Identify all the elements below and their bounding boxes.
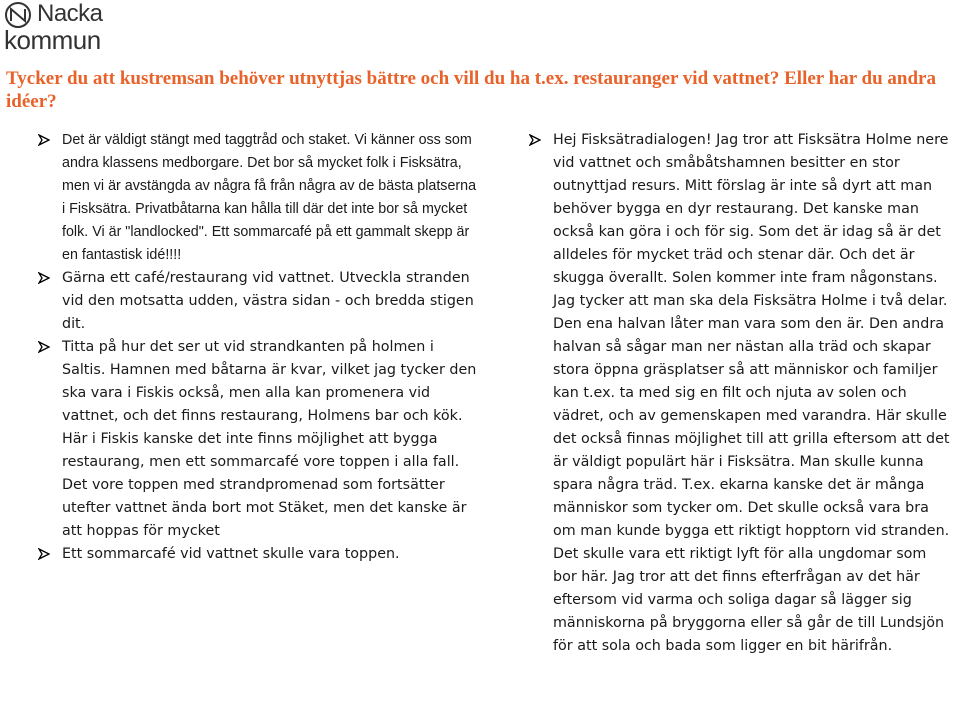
list-item (38, 543, 478, 566)
list-item-text: Gärna ett café/restaurang vid vattnet. Utveckla stranden vid den motsatta udden, västra sidan - och bredda stigen dit. (62, 270, 474, 332)
arrow-bullet-icon (38, 134, 50, 146)
list-item (38, 129, 478, 267)
arrow-bullet-icon (529, 134, 541, 146)
list-item-text: Titta på hur det ser ut vid strandkanten på holmen i Saltis. Hamnen med båtarna är kvar, vilket jag tycker den ska vara i Fiskis också, men alla kan promenera vid vattnet, och det finns restaurang, Holmens bar och kök. Här i Fiskis kanske det inte finns möjlighet att bygga restaurang, men ett sommarcafé vore toppen i alla fall. Det vore toppen med strandpromenad som fortsätter utefter vattnet ända bort mot Stäket, men det kanske är att hoppas för mycket (62, 339, 477, 539)
list-item-text: Det är väldigt stängt med taggtråd och staket. Vi känner oss som andra klassens medborgare. Det bor så mycket folk i Fisksätra, men vi är avstängda av några få från några av de bästa platserna i Fisksätra. Privatbåtarna kan hålla till där det inte bor så mycket folk. Vi är "landlocked". Ett sommarcafé på ett gammalt skepp är en fantastisk idé!!!! (62, 132, 477, 263)
list-item (38, 267, 478, 336)
nacka-kommun-logo (4, 1, 114, 53)
right-column (529, 129, 953, 658)
logo-line2: kommun (4, 25, 101, 55)
list-item (38, 336, 478, 543)
logo-line1: Nacka (37, 0, 103, 27)
list-item-text: Ett sommarcafé vid vattnet skulle vara toppen. (62, 546, 400, 562)
list-item (529, 129, 953, 658)
left-column (38, 129, 478, 566)
arrow-bullet-icon (38, 272, 50, 284)
arrow-bullet-icon (38, 548, 50, 560)
question-heading: Tycker du att kustremsan behöver utnyttjas bättre och vill du ha t.ex. restauranger vid vattnet? Eller har du andra idéer? (6, 68, 936, 112)
arrow-bullet-icon (38, 341, 50, 353)
list-item-text: Hej Fisksätradialogen! Jag tror att Fisksätra Holme nere vid vattnet och småbåtshamnen besitter en stor outnyttjad resurs. Mitt förslag är inte så dyrt att man behöver bygga en dyr restaurang. Det kanske man också kan göra i och för sig. Som det är idag så är det alldeles för mycket träd och stenar där. Och det är skugga överallt. Solen kommer inte fram någonstans. Jag tycker att man ska dela Fisksätra Holme i två delar. Den ena halvan låter man vara som den är. Den andra halvan så sågar man ner nästan alla träd och skapar stora öppna gräsplatser så att människor och familjer kan t.ex. ta med sig en filt och njuta av solen och vädret, och av gemenskapen med varandra. Här skulle det också finnas möjlighet till att grilla eftersom att det är väldigt populärt här i Fisksätra. Man skulle kunna spara några träd. T.ex. ekarna kanske det är många människor som tycker om. Det skulle också vara bra om man kunde bygga ett riktigt hopptorn vid stranden. Det skulle vara ett riktigt lyft för alla ungdomar som bor här. Jag tror att det finns efterfrågan av det här eftersom vid varma och soliga dagar så lägger sig människorna på bryggorna eller så går de till Lundsjön för att sola och bada som ligger en bit härifrån. (553, 132, 950, 654)
